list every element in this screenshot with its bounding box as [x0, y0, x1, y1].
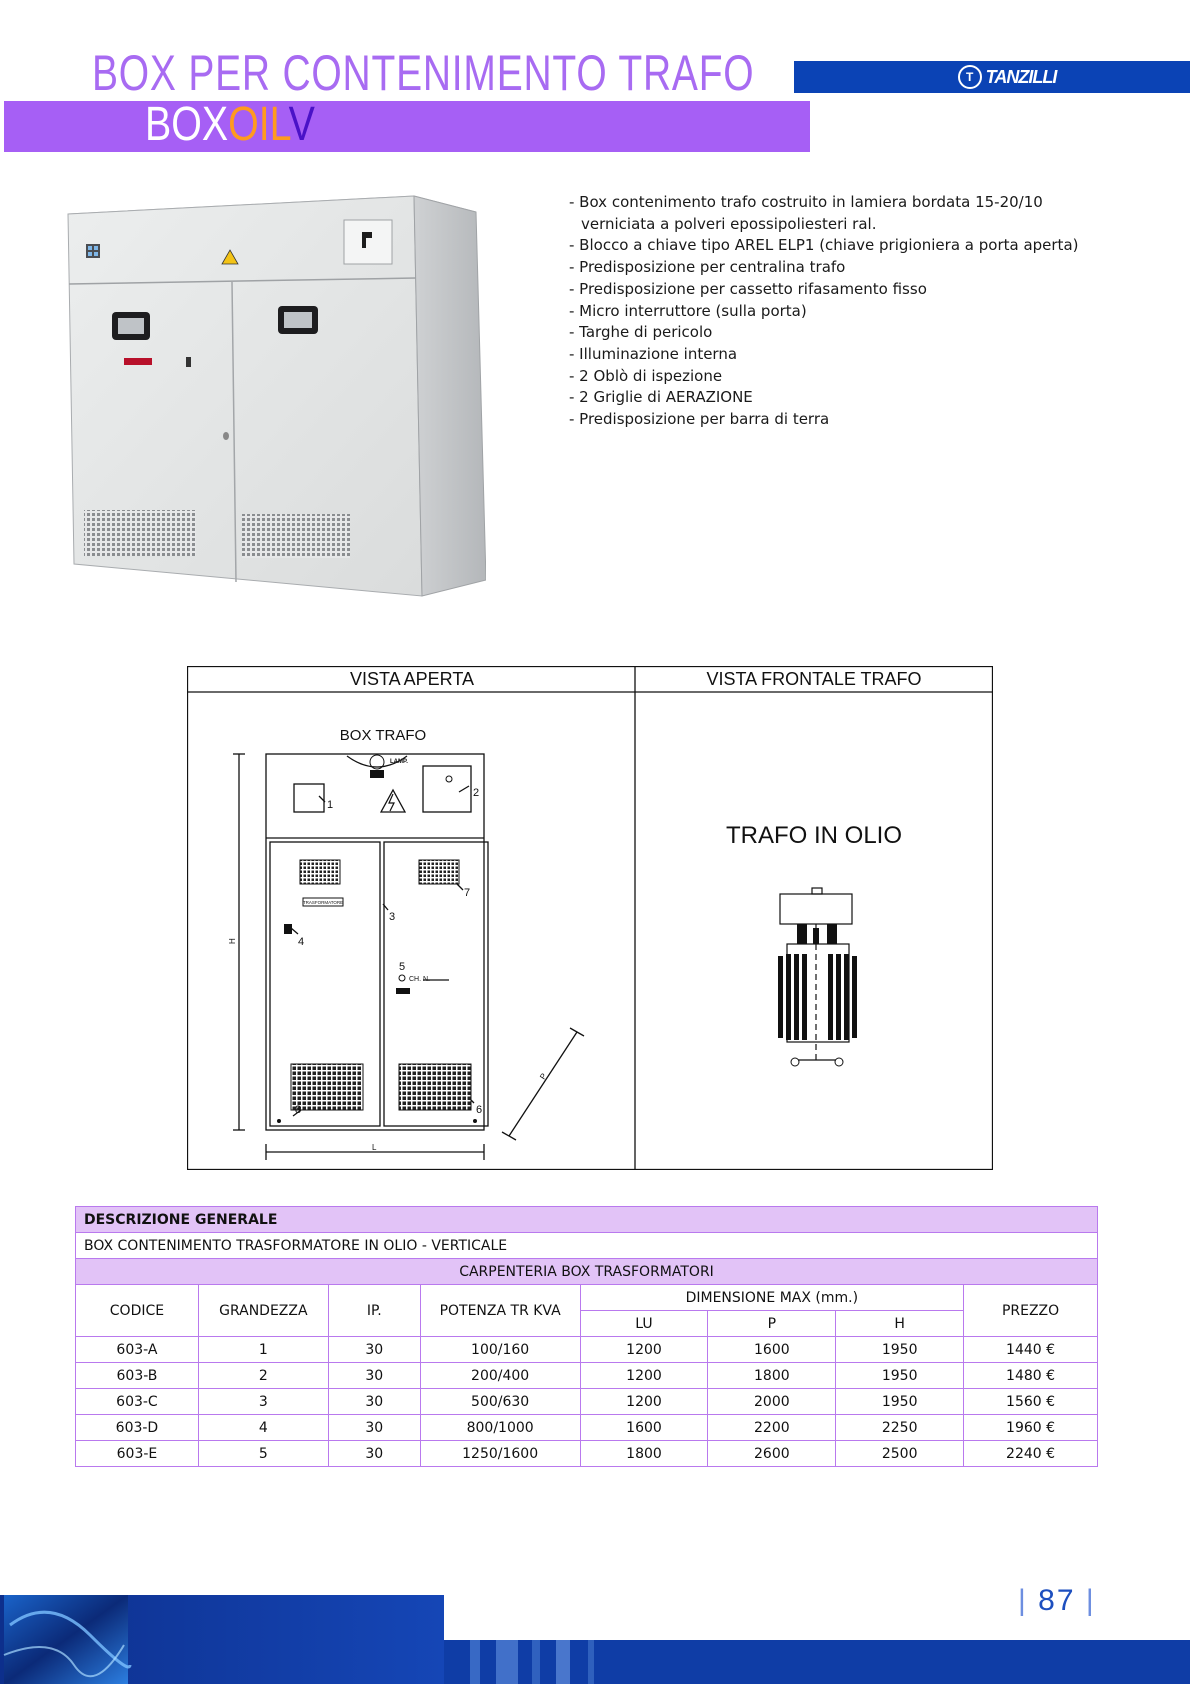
table-row	[76, 1389, 1098, 1415]
feature-item: - Micro interruttore (sulla porta)	[569, 301, 807, 320]
product-name-part-oil: OIL	[228, 98, 289, 151]
subtitle-bar	[4, 101, 810, 152]
features-list	[569, 192, 1109, 431]
product-photo	[66, 192, 486, 612]
product-name-part-v: V	[288, 98, 315, 151]
cell-h: 1950	[836, 1337, 964, 1363]
technical-drawing	[187, 666, 993, 1170]
header-ip: IP.	[328, 1285, 420, 1337]
cell-p: 1800	[708, 1363, 836, 1389]
cell-prezzo: 1560 €	[964, 1389, 1098, 1415]
table-row	[76, 1441, 1098, 1467]
callout-2: 2	[473, 787, 480, 799]
table-row	[76, 1337, 1098, 1363]
dimension-l: L	[372, 1143, 377, 1152]
callout-8: 8	[295, 1104, 302, 1116]
brand-name: TANZILLI	[985, 66, 1057, 87]
lamp-label: LAMP.	[390, 759, 408, 765]
callout-5: 5	[399, 961, 406, 973]
feature-item: - 2 Griglie di AERAZIONE	[569, 388, 753, 407]
header-potenza: POTENZA TR KVA	[420, 1285, 580, 1337]
table-row	[76, 1415, 1098, 1441]
feature-item: - Predisposizione per barra di terra	[569, 410, 830, 429]
header-dimensione: DIMENSIONE MAX (mm.)	[580, 1285, 964, 1311]
cell-p: 2600	[708, 1441, 836, 1467]
dimension-p: P	[538, 1071, 549, 1082]
page-title: BOX PER CONTENIMENTO TRAFO	[92, 45, 755, 101]
brand-logo-icon: T	[958, 65, 982, 89]
cell-grandezza: 5	[198, 1441, 328, 1467]
section-title: DESCRIZIONE GENERALE	[76, 1207, 1098, 1233]
feature-item: - Predisposizione per centralina trafo	[569, 258, 846, 277]
cell-p: 2000	[708, 1389, 836, 1415]
drawing-left-title: VISTA APERTA	[349, 669, 475, 689]
cell-prezzo: 2240 €	[964, 1441, 1098, 1467]
feature-item: - Blocco a chiave tipo AREL ELP1 (chiave prigioniera a porta aperta)	[569, 236, 1079, 255]
callout-1: 1	[327, 799, 334, 811]
cell-grandezza: 2	[198, 1363, 328, 1389]
page-number-divider-left: |	[1018, 1584, 1028, 1617]
spec-table	[75, 1206, 1098, 1467]
general-description: BOX CONTENIMENTO TRASFORMATORE IN OLIO - VERTICALE	[76, 1233, 1098, 1259]
product-name-part-box: BOX	[145, 98, 229, 151]
table-row	[76, 1363, 1098, 1389]
feature-item: - Targhe di pericolo	[569, 323, 713, 342]
cell-ip: 30	[328, 1415, 420, 1441]
page-number-value: 87	[1038, 1584, 1076, 1617]
cell-ip: 30	[328, 1363, 420, 1389]
cell-potenza: 200/400	[420, 1363, 580, 1389]
cell-codice: 603-D	[76, 1415, 199, 1441]
callout-6: 6	[476, 1104, 483, 1116]
feature-item: - Illuminazione interna	[569, 344, 738, 363]
subsection-title: CARPENTERIA BOX TRASFORMATORI	[76, 1259, 1098, 1285]
brand-logo	[958, 65, 1057, 89]
cell-p: 1600	[708, 1337, 836, 1363]
drawing-right-title: VISTA FRONTALE TRAFO	[706, 669, 922, 689]
cell-lu: 1200	[580, 1337, 708, 1363]
cell-ip: 30	[328, 1441, 420, 1467]
cell-ip: 30	[328, 1389, 420, 1415]
transformer-plate-label: TRASFORMATORE	[302, 900, 344, 905]
header-lu: LU	[580, 1311, 708, 1337]
cell-potenza: 500/630	[420, 1389, 580, 1415]
header-grandezza: GRANDEZZA	[198, 1285, 328, 1337]
cell-lu: 1200	[580, 1389, 708, 1415]
header-p: P	[708, 1311, 836, 1337]
footer-banner	[0, 1595, 1190, 1684]
cell-potenza: 800/1000	[420, 1415, 580, 1441]
ch-label: CH. N.	[409, 976, 430, 983]
cell-codice: 603-A	[76, 1337, 199, 1363]
cell-h: 1950	[836, 1389, 964, 1415]
callout-3: 3	[389, 911, 396, 923]
product-name	[145, 97, 315, 152]
cell-lu: 1200	[580, 1363, 708, 1389]
cell-grandezza: 4	[198, 1415, 328, 1441]
cell-h: 2250	[836, 1415, 964, 1441]
cell-grandezza: 1	[198, 1337, 328, 1363]
cell-prezzo: 1480 €	[964, 1363, 1098, 1389]
header-h: H	[836, 1311, 964, 1337]
trafo-in-olio-label: TRAFO IN OLIO	[725, 822, 903, 849]
cell-potenza: 1250/1600	[420, 1441, 580, 1467]
callout-7: 7	[464, 887, 471, 899]
cell-grandezza: 3	[198, 1389, 328, 1415]
cell-prezzo: 1960 €	[964, 1415, 1098, 1441]
brand-bar	[794, 61, 1190, 93]
feature-item: - 2 Oblò di ispezione	[569, 366, 723, 385]
cell-lu: 1800	[580, 1441, 708, 1467]
feature-item: - Box contenimento trafo costruito in lamiera bordata 15-20/10 verniciata a polveri epossipoliesteri ral.	[569, 193, 1043, 233]
cell-ip: 30	[328, 1337, 420, 1363]
cell-potenza: 100/160	[420, 1337, 580, 1363]
cell-codice: 603-B	[76, 1363, 199, 1389]
cell-codice: 603-E	[76, 1441, 199, 1467]
page-number-divider-right: |	[1085, 1584, 1096, 1617]
box-trafo-label: BOX TRAFO	[339, 727, 427, 744]
callout-4: 4	[298, 936, 305, 948]
cell-h: 1950	[836, 1363, 964, 1389]
cell-codice: 603-C	[76, 1389, 199, 1415]
header-prezzo: PREZZO	[964, 1285, 1098, 1337]
cell-h: 2500	[836, 1441, 964, 1467]
feature-item: - Predisposizione per cassetto rifasamento fisso	[569, 279, 927, 298]
cell-p: 2200	[708, 1415, 836, 1441]
dimension-h: H	[228, 938, 237, 944]
header-codice: CODICE	[76, 1285, 199, 1337]
cell-prezzo: 1440 €	[964, 1337, 1098, 1363]
cell-lu: 1600	[580, 1415, 708, 1441]
